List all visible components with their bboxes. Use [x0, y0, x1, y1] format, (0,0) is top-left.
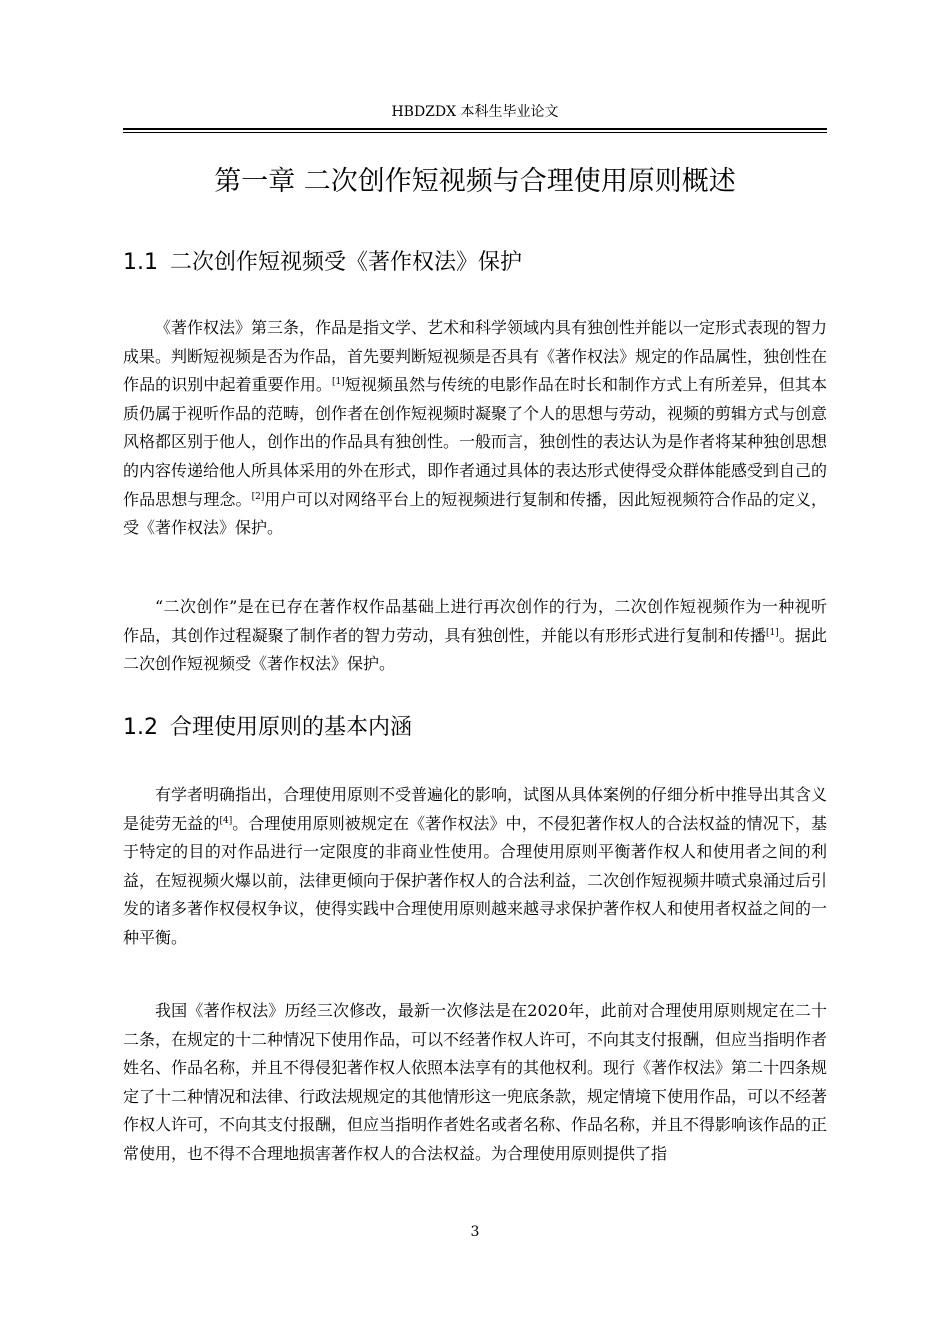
citation-ref: [1]	[331, 377, 345, 388]
page-number: 3	[470, 1224, 480, 1240]
paragraph	[123, 997, 827, 1169]
paragraph	[123, 593, 827, 679]
section-title-text: 合理使用原则的基本内涵	[170, 715, 413, 740]
header-rule-thin	[123, 132, 827, 133]
section-heading-1-2	[123, 712, 827, 744]
paragraph-text: 有学者明确指出，合理使用原则不受普遍化的影响，试图从具体案例的仔细分析中推导出其含义是徒劳无益的	[123, 785, 828, 833]
paragraph-text: 《著作权法》第三条，作品是指文学、艺术和科学领域内具有独创性并能以一定形式表现的智力成果。判断短视频是否为作品，首先要判断短视频是否具有《著作权法》规定的作品属性，独创性在作品的识别中起着重要作用。	[123, 318, 828, 395]
citation-ref: [2]	[251, 491, 265, 502]
paragraph	[123, 781, 827, 953]
chapter-title: 第一章 二次创作短视频与合理使用原则概述	[214, 166, 736, 197]
citation-ref: [4]	[219, 815, 233, 826]
citation-ref: [1]	[766, 627, 779, 638]
paragraph	[123, 314, 827, 543]
section-number: 1.1	[123, 250, 158, 275]
paragraph-text: 。合理使用原则被规定在《著作权法》中，不侵犯著作权人的合法权益的情况下，基于特定的目的对作品进行一定限度的非商业性使用。合理使用原则平衡著作权人和使用者之间的利益，在短视频火爆以前，法律更倾向于保护著作权人的合法利益，二次创作短视频井喷式泉涌过后引发的诸多著作权侵权争议，使得实践中合理使用原则越来越寻求保护著作权人和使用者权益之间的一种平衡。	[123, 813, 828, 947]
paragraph-text: 我国《著作权法》历经三次修改，最新一次修法是在2020年，此前对合理使用原则规定在二十二条，在规定的十二种情况下使用作品，可以不经著作权人许可，不向其支付报酬，但应当指明作者姓名、作品名称，并且不得侵犯著作权人依照本法享有的其他权利。现行《著作权法》第二十四条规定了十二种情况和法律、行政法规规定的其他情形这一兜底条款，规定情境下使用作品，可以不经著作权人许可，不向其支付报酬，但应当指明作者姓名或者名称、作品名称，并且不得影响该作品的正常使用，也不得不合理地损害著作权人的合法权益。为合理使用原则提供了指	[123, 1001, 828, 1163]
paragraph-text: 。据此二次创作短视频受《著作权法》保护。	[123, 625, 827, 674]
paragraph-text: “二次创作”是在已存在著作权作品基础上进行再次创作的行为，二次创作短视频作为一种视听作品，其创作过程凝聚了制作者的智力劳动，具有独创性，并能以有形形式进行复制和传播	[123, 597, 827, 645]
running-header: HBDZDX 本科生毕业论文	[391, 104, 559, 120]
section-title-text: 二次创作短视频受《著作权法》保护	[170, 250, 523, 275]
header-rule-thick	[123, 128, 827, 130]
section-number: 1.2	[123, 715, 158, 740]
paragraph-text: 用户可以对网络平台上的短视频进行复制和传播，因此短视频符合作品的定义，受《著作权法》保护。	[123, 489, 827, 538]
paragraph-text: 短视频虽然与传统的电影作品在时长和制作方式上有所差异，但其本质仍属于视听作品的范畴，创作者在创作短视频时凝聚了个人的思想与劳动，视频的剪辑方式与创意风格都区别于他人，创作出的作品具有独创性。一般而言，独创性的表达认为是作者将某种独创思想的内容传递给他人所具体采用的外在形式，即作者通过具体的表达形式使得受众群体能感受到自己的作品思想与理念。	[123, 375, 828, 509]
section-heading-1-1	[123, 247, 827, 279]
